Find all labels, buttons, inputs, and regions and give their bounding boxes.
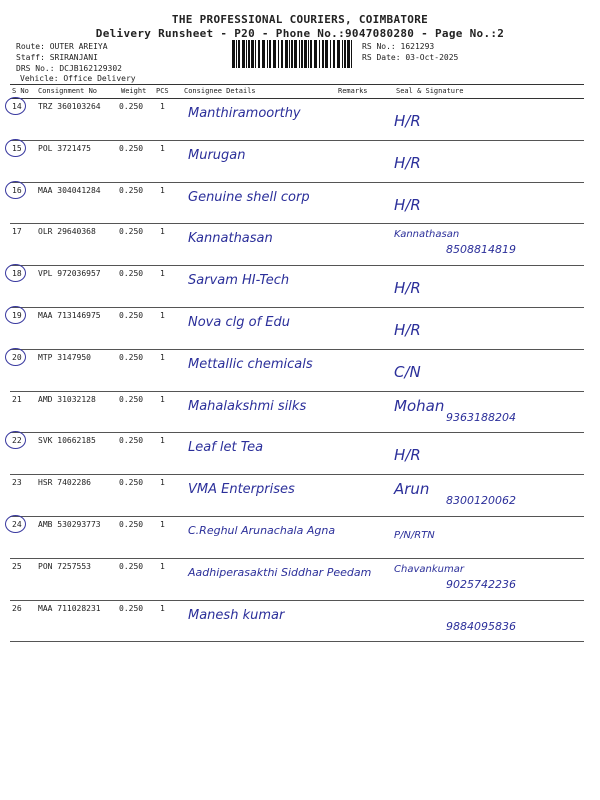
table-header [10, 84, 584, 99]
consignment-number: MAA 713146975 [38, 311, 101, 320]
rs-date: RS Date: 03-Oct-2025 [362, 53, 459, 62]
serial-number: 23 [12, 478, 22, 488]
signature-phone: 8508814819 [446, 243, 516, 257]
signature-phone: 9025742236 [446, 577, 516, 591]
table-row [10, 432, 584, 475]
col-remarks: Remarks [338, 87, 368, 95]
seal-signature: H/R [394, 195, 421, 214]
col-seal: Seal & Signature [396, 87, 464, 95]
weight-value: 0.250 [119, 227, 144, 237]
seal-signature: Chavankumar [394, 563, 464, 575]
pcs-value: 1 [160, 436, 165, 446]
consignee-handwritten: Genuine shell corp [188, 189, 310, 205]
table-row [10, 98, 584, 141]
table-row [10, 349, 584, 392]
consignment-number: OLR 29640368 [38, 227, 96, 237]
col-consignee: Consignee Details [184, 87, 256, 95]
weight-value: 0.250 [119, 102, 144, 111]
consignment-number: HSR 7402286 [38, 478, 91, 488]
consignee-handwritten: Sarvam HI-Tech [188, 273, 290, 289]
weight-value: 0.250 [119, 185, 144, 195]
consignment-number: MAA 711028231 [38, 603, 101, 613]
pcs-value: 1 [160, 520, 165, 529]
consignee-handwritten: Murugan [188, 147, 246, 163]
serial-number: 22 [12, 436, 22, 446]
weight-value: 0.250 [119, 520, 144, 529]
rs-number: RS No.: 1621293 [362, 42, 435, 51]
consignee-handwritten: Kannathasan [188, 231, 273, 247]
seal-signature: H/R [394, 112, 421, 130]
barcode-image [232, 40, 354, 68]
consignment-number: TRZ 360103264 [38, 102, 101, 111]
weight-value: 0.250 [119, 269, 144, 279]
weight-value: 0.250 [119, 394, 144, 404]
runsheet-title: Delivery Runsheet - P20 - Phone No.:9047080280 - Page No.:2 [95, 27, 505, 40]
signature-phone: 9363188204 [446, 410, 516, 424]
route-label: Route: OUTER AREIYA [16, 42, 108, 51]
pcs-value: 1 [160, 352, 165, 362]
consignee-handwritten: Manthiramoorthy [188, 106, 301, 121]
consignment-number: SVK 10662185 [38, 436, 96, 446]
weight-value: 0.250 [119, 352, 144, 362]
table-row [10, 516, 584, 559]
table-row [10, 600, 584, 643]
weight-value: 0.250 [119, 311, 144, 320]
serial-number: 20 [12, 352, 22, 362]
weight-value: 0.250 [119, 143, 144, 153]
consignment-number: PON 7257553 [38, 561, 91, 571]
serial-number: 26 [12, 603, 22, 613]
pcs-value: 1 [160, 311, 165, 320]
table-row [10, 265, 584, 308]
consignment-number: AMD 31032128 [38, 394, 96, 404]
signature-phone: 9884095836 [446, 619, 516, 633]
col-weight: Weight [121, 87, 147, 95]
weight-value: 0.250 [119, 478, 144, 488]
weight-value: 0.250 [119, 561, 144, 571]
serial-number: 16 [12, 185, 22, 195]
col-consignment: Consignment No [38, 87, 98, 95]
seal-signature: Kannathasan [394, 229, 460, 241]
consignee-handwritten: VMA Enterprises [188, 482, 295, 498]
company-title: THE PROFESSIONAL COURIERS, COIMBATORE [171, 13, 429, 26]
table-row [10, 391, 584, 434]
table-row [10, 140, 584, 183]
seal-signature: C/N [394, 362, 421, 381]
serial-number: 17 [12, 227, 22, 237]
consignee-handwritten: Nova clg of Edu [188, 315, 290, 330]
weight-value: 0.250 [119, 436, 144, 446]
consignment-number: MTP 3147950 [38, 352, 91, 362]
seal-signature: H/R [394, 446, 421, 465]
seal-signature: H/R [394, 321, 421, 339]
serial-number: 25 [12, 561, 22, 571]
table-row [10, 558, 584, 601]
pcs-value: 1 [160, 143, 165, 153]
seal-signature: Arun [394, 480, 430, 499]
serial-number: 21 [12, 394, 22, 404]
consignee-handwritten: Aadhiperasakthi Siddhar Peedam [188, 565, 372, 579]
pcs-value: 1 [160, 227, 165, 237]
seal-signature: Mohan [394, 396, 445, 415]
table-row [10, 182, 584, 225]
table-row [10, 223, 584, 266]
consignee-handwritten: C.Reghul Arunachala Agna [188, 524, 336, 537]
weight-value: 0.250 [119, 603, 144, 613]
seal-signature: H/R [394, 153, 421, 172]
serial-number: 19 [12, 311, 22, 320]
signature-phone: 8300120062 [446, 494, 516, 508]
consignment-number: AMB 530293773 [38, 520, 101, 529]
col-sno: S No [12, 87, 29, 95]
pcs-value: 1 [160, 269, 165, 279]
pcs-value: 1 [160, 603, 165, 613]
runsheet-table [10, 84, 584, 641]
serial-number: 24 [12, 520, 22, 529]
seal-signature: H/R [394, 279, 421, 298]
staff-label: Staff: SRIRANJANI [16, 53, 98, 62]
pcs-value: 1 [160, 394, 165, 404]
table-row [10, 307, 584, 350]
pcs-value: 1 [160, 102, 165, 111]
pcs-value: 1 [160, 478, 165, 488]
serial-number: 14 [12, 102, 22, 111]
serial-number: 15 [12, 143, 22, 153]
vehicle-label: Vehicle: Office Delivery [20, 74, 136, 83]
table-row [10, 474, 584, 517]
consignee-handwritten: Leaf let Tea [188, 440, 264, 456]
consignee-handwritten: Mahalakshmi silks [188, 398, 307, 414]
pcs-value: 1 [160, 185, 165, 195]
consignment-number: MAA 304041284 [38, 185, 101, 195]
consignment-number: POL 3721475 [38, 143, 91, 153]
consignee-handwritten: Manesh kumar [188, 607, 285, 623]
consignment-number: VPL 972036957 [38, 269, 101, 279]
serial-number: 18 [12, 269, 22, 279]
consignee-handwritten: Mettallic chemicals [188, 356, 313, 372]
pcs-value: 1 [160, 561, 165, 571]
col-pcs: PCS [156, 87, 169, 95]
seal-signature: P/N/RTN [394, 530, 435, 541]
drs-number: DRS No.: DCJB162129302 [16, 64, 122, 73]
